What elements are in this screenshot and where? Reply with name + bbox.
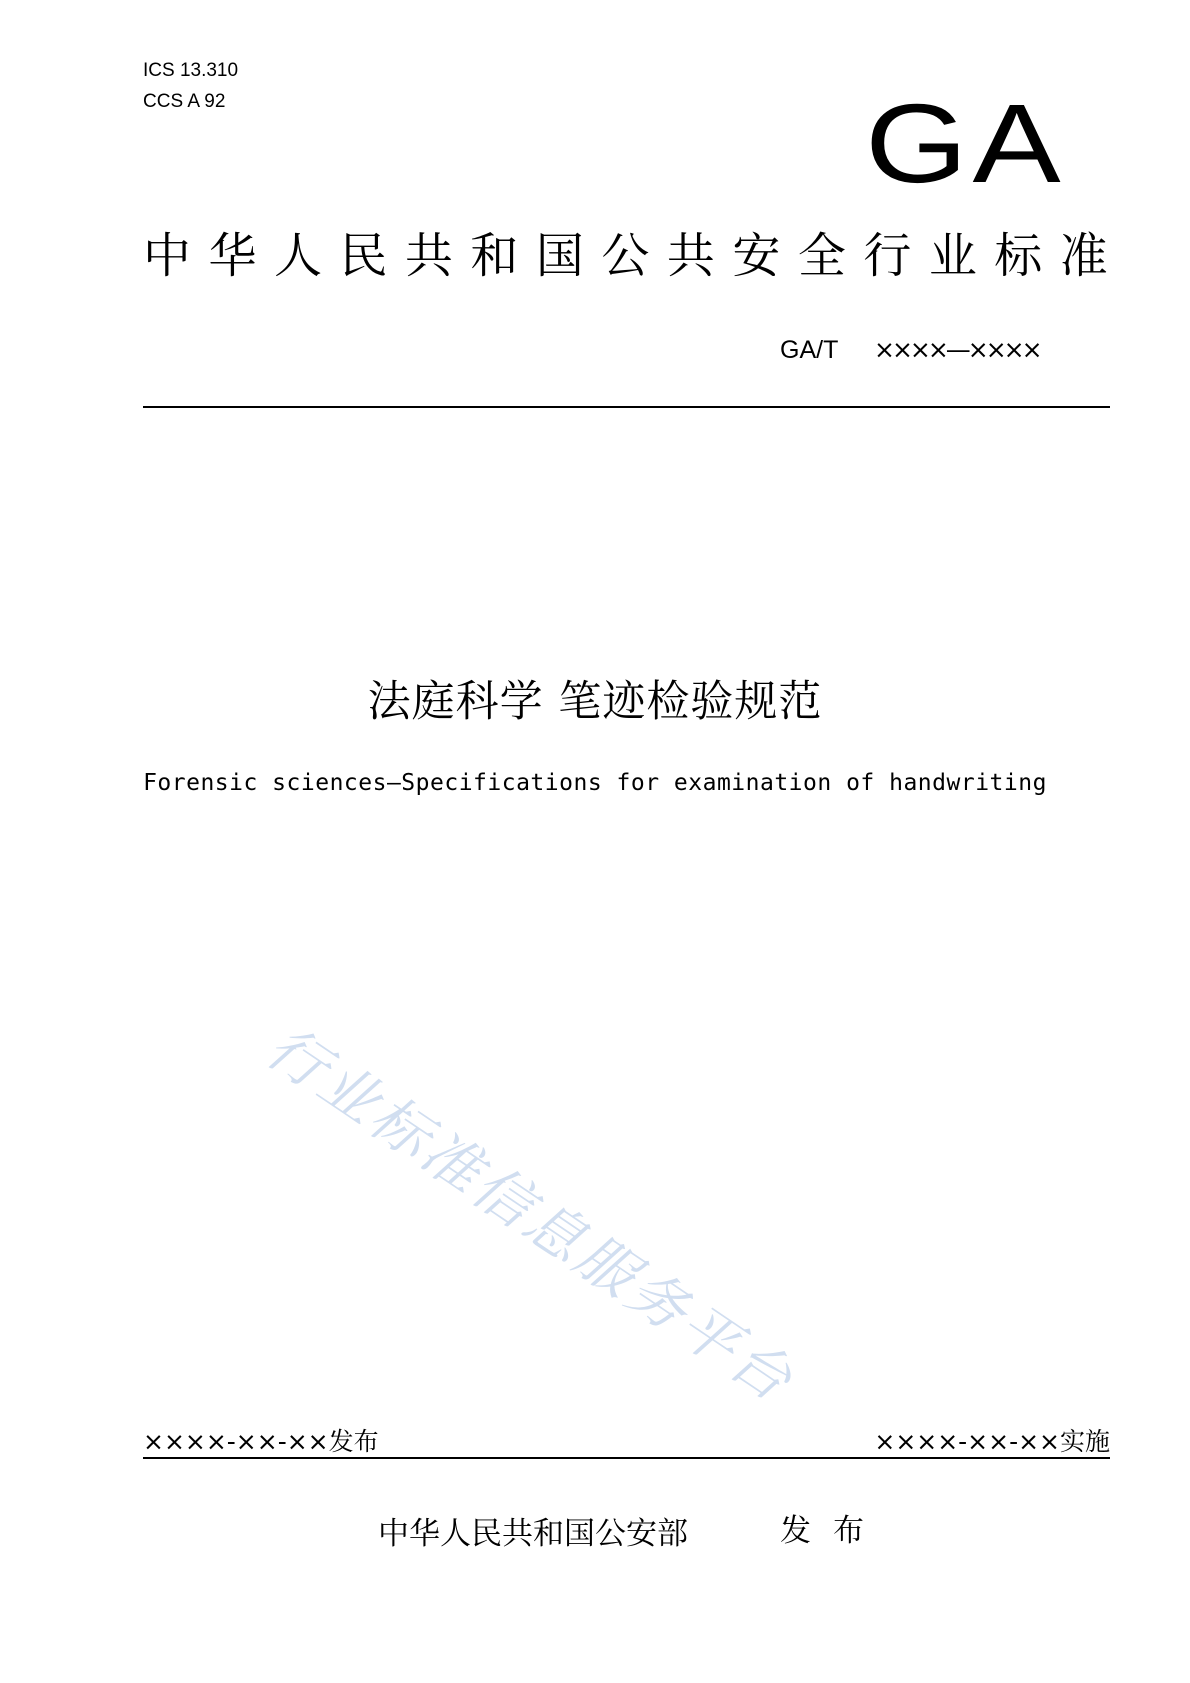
publish-date: ××××-××-××发布 — [143, 1427, 379, 1456]
watermark: 行业标准信息服务平台 — [254, 1012, 807, 1416]
org-title-char: 人 — [273, 228, 322, 284]
org-title-char: 行 — [863, 228, 912, 284]
org-title-char: 标 — [994, 228, 1043, 284]
ccs-code: CCS A 92 — [143, 91, 226, 112]
issuer-action: 发布 — [780, 1513, 886, 1549]
org-title-char: 中 — [143, 228, 192, 284]
document-title-en: Forensic sciences—Specifications for examination of handwriting — [143, 770, 1047, 796]
org-title-char: 公 — [601, 228, 650, 284]
org-title-char: 国 — [535, 228, 584, 284]
standard-prefix: GA/T — [780, 336, 839, 364]
implement-date: ××××-××-××实施 — [874, 1427, 1110, 1456]
org-title-char: 安 — [732, 228, 781, 284]
ics-code: ICS 13.310 — [143, 60, 239, 81]
org-title-char: 和 — [470, 228, 519, 284]
org-title-char: 全 — [797, 228, 846, 284]
org-title-char: 共 — [666, 228, 715, 284]
standard-code: ××××—×××× — [874, 335, 1040, 364]
org-title-char: 华 — [208, 228, 257, 284]
ga-logo: GA — [865, 81, 1066, 206]
bottom-divider — [143, 1457, 1110, 1459]
issuer-name: 中华人民共和国公安部 — [378, 1516, 688, 1552]
document-title-zh: 法庭科学 笔迹检验规范 — [367, 677, 823, 727]
org-title-char: 共 — [404, 228, 453, 284]
organization-title — [143, 228, 1108, 284]
org-title-char: 业 — [928, 228, 977, 284]
org-title-char: 民 — [339, 228, 388, 284]
org-title-char: 准 — [1059, 228, 1108, 284]
top-divider — [143, 406, 1110, 408]
